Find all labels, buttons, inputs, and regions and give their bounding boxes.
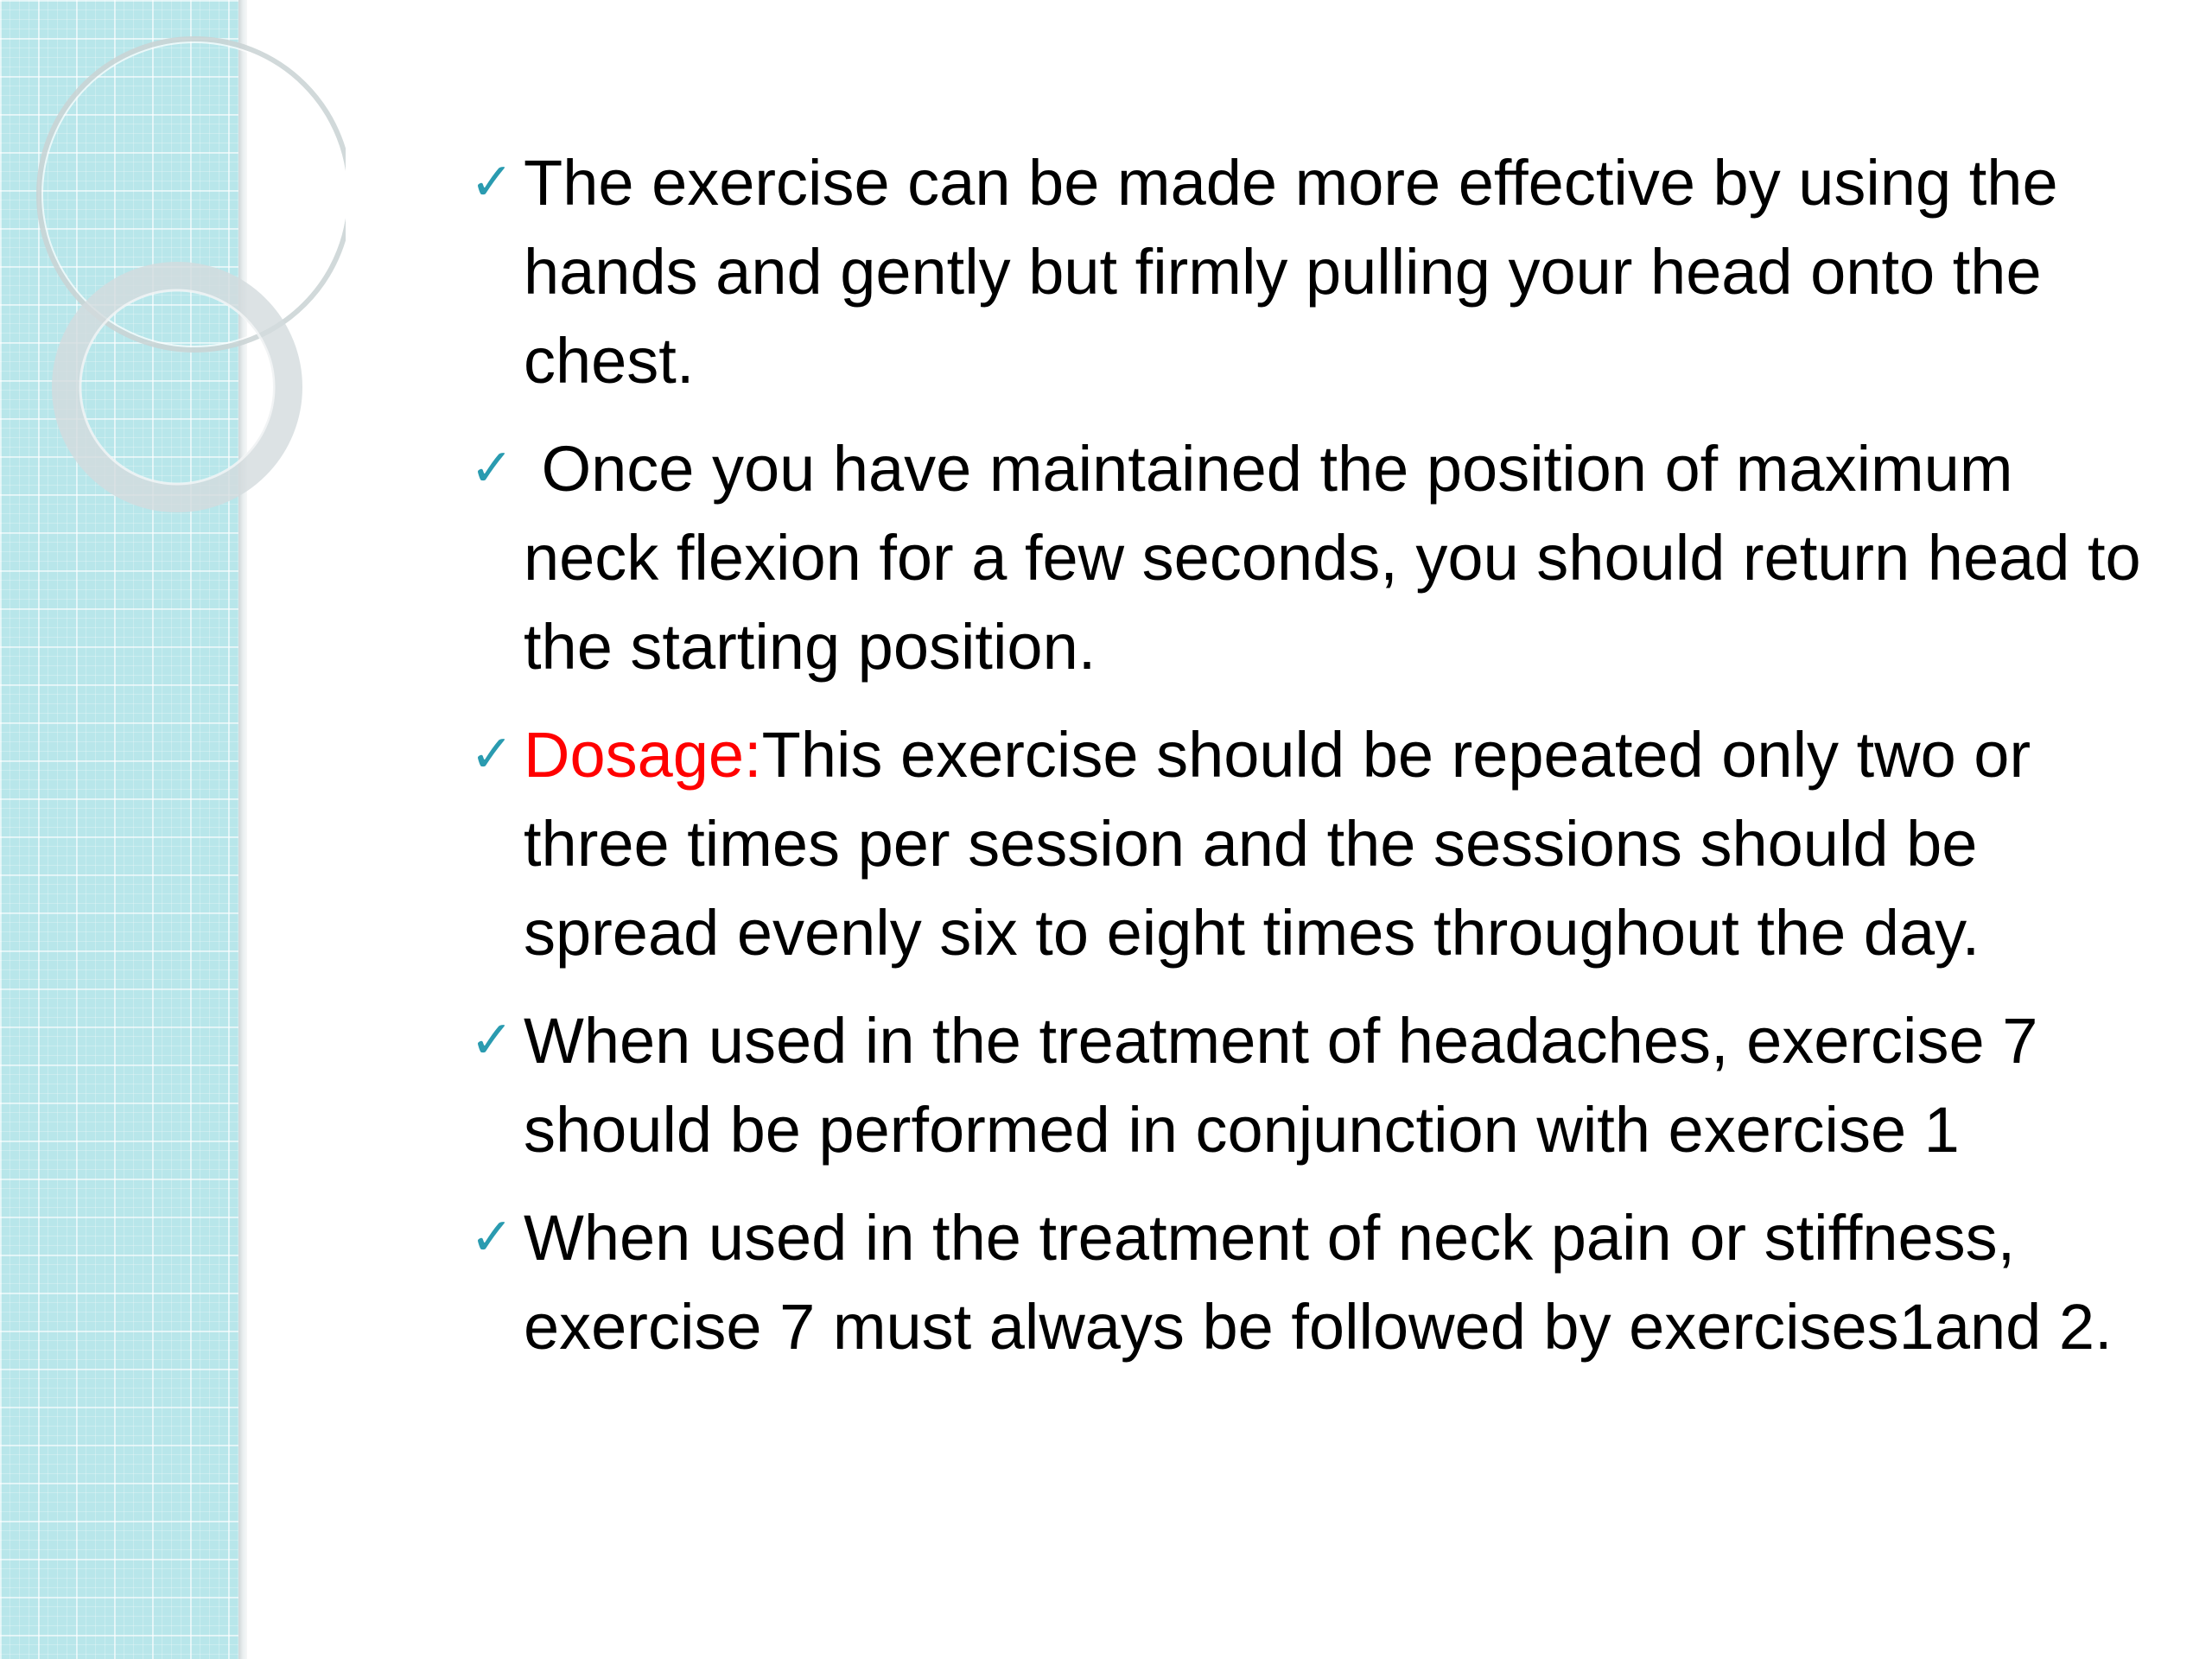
check-mark-icon: ✓ bbox=[470, 724, 514, 785]
bullet-text: This exercise should be repeated only two or three times per session and the sessions should be spread evenly six to eight times throughout the day. bbox=[524, 719, 2031, 969]
decorative-side-panel bbox=[0, 0, 244, 1659]
dosage-label: Dosage: bbox=[524, 719, 762, 791]
bullet-text: When used in the treatment of neck pain or stiffness, exercise 7 must always be followed by exercises1and 2. bbox=[524, 1202, 2113, 1363]
bullet-item-2 bbox=[467, 424, 2160, 691]
check-mark-icon: ✓ bbox=[470, 1010, 514, 1071]
bullet-list bbox=[467, 138, 2160, 1390]
bullet-item-3 bbox=[467, 710, 2160, 977]
bullet-item-4 bbox=[467, 996, 2160, 1174]
bullet-item-5 bbox=[467, 1193, 2160, 1371]
check-mark-icon: ✓ bbox=[470, 1207, 514, 1268]
bullet-item-1 bbox=[467, 138, 2160, 405]
bullet-text: The exercise can be made more effective by using the hands and gently but firmly pulling your head onto the chest. bbox=[524, 147, 2058, 397]
check-mark-icon: ✓ bbox=[470, 152, 514, 213]
bullet-text: When used in the treatment of headaches, exercise 7 should be performed in conjunction with exercise 1 bbox=[524, 1005, 2038, 1166]
check-mark-icon: ✓ bbox=[470, 438, 514, 499]
panel-edge-divider bbox=[238, 0, 247, 1659]
bullet-text: Once you have maintained the position of maximum neck flexion for a few seconds, you should return head to the starting position. bbox=[524, 433, 2159, 683]
